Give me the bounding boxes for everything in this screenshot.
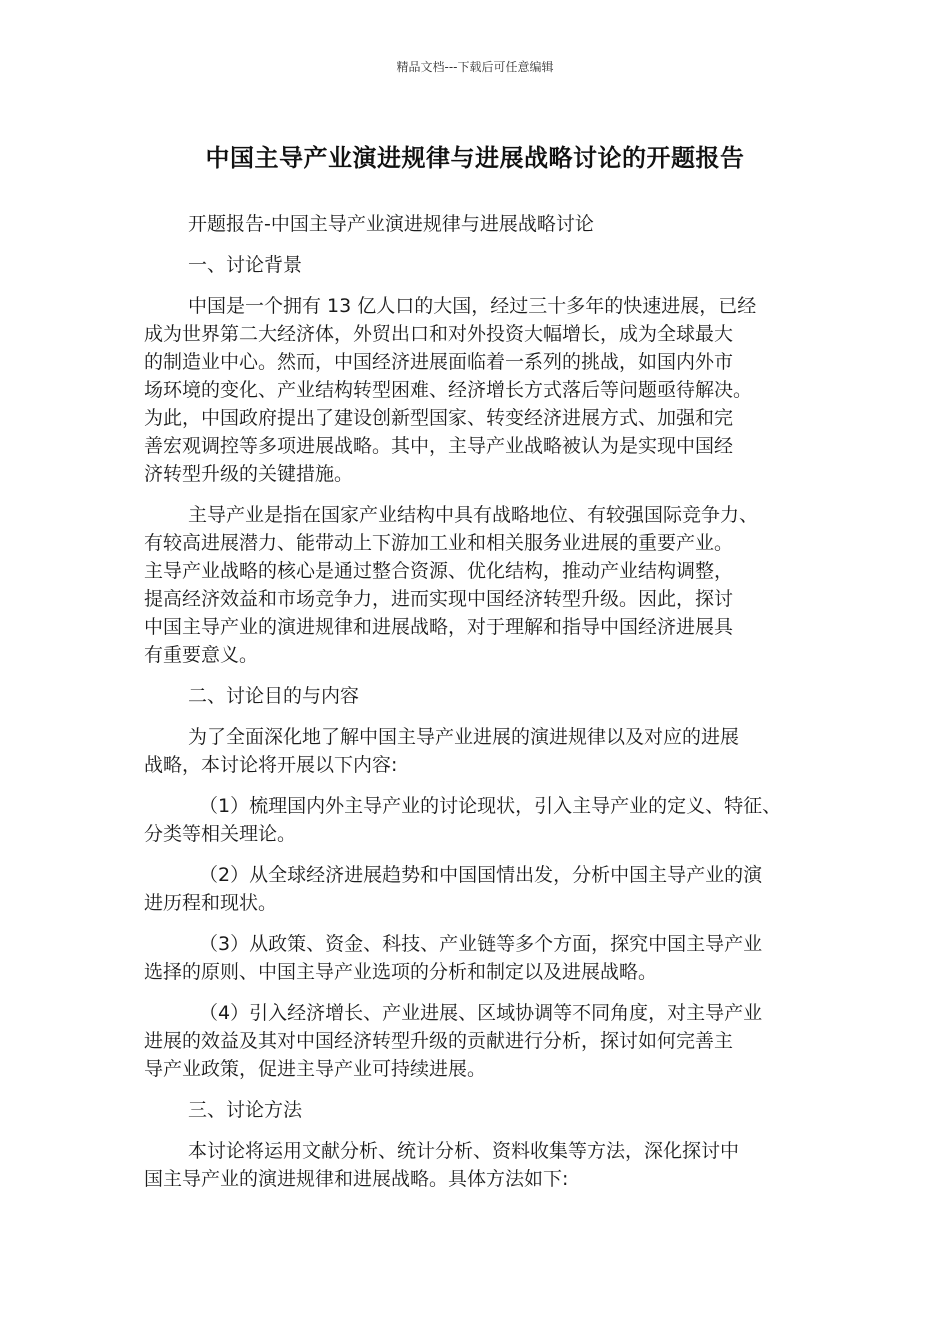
text-line: 有较高进展潜力、能带动上下游加工业和相关服务业进展的重要产业。 [144,532,734,554]
text-line: 成为世界第二大经济体，外贸出口和对外投资大幅增长，成为全球最大 [144,323,734,345]
text-line: 三、讨论方法 [188,1099,303,1121]
list-item-paragraph [144,792,824,848]
text-line: 一、讨论背景 [188,254,303,276]
section-heading [144,1096,824,1124]
section-heading [144,251,824,279]
text-line: 为了全面深化地了解中国主导产业进展的演进规律以及对应的进展 [188,726,740,748]
text-line: 的制造业中心。然而，中国经济进展面临着一系列的挑战，如国内外市 [144,351,734,373]
text-line: 济转型升级的关键措施。 [144,463,354,485]
paragraph [144,723,824,779]
text-line: 中国主导产业的演进规律和进展战略，对于理解和指导中国经济进展具 [144,616,734,638]
text-line: 中国是一个拥有 13 亿人口的大国，经过三十多年的快速进展，已经 [188,295,757,317]
text-line: 国主导产业的演进规律和进展战略。具体方法如下: [144,1168,569,1190]
text-line: 有重要意义。 [144,644,259,666]
text-line: 提高经济效益和市场竞争力，进而实现中国经济转型升级。因此，探讨 [144,588,734,610]
document-title: 中国主导产业演进规律与进展战略讨论的开题报告 [205,144,745,172]
text-line: 导产业政策，促进主导产业可持续进展。 [144,1058,487,1080]
text-line: 为此，中国政府提出了建设创新型国家、转变经济进展方式、加强和完 [144,407,734,429]
list-item-paragraph [144,999,824,1083]
text-line: 选择的原则、中国主导产业选项的分析和制定以及进展战略。 [144,961,658,983]
list-item-paragraph [144,861,824,917]
text-line: 场环境的变化、产业结构转型困难、经济增长方式落后等问题亟待解决。 [144,379,753,401]
text-line: （2）从全球经济进展趋势和中国国情出发，分析中国主导产业的演 [199,864,763,886]
text-line: 主导产业战略的核心是通过整合资源、优化结构，推动产业结构调整， [144,560,734,582]
text-line: 分类等相关理论。 [144,823,297,845]
text-line: （1）梳理国内外主导产业的讨论现状，引入主导产业的定义、特征、 [199,795,782,817]
paragraph [144,501,824,669]
header-note: 精品文档---下载后可任意编辑 [396,60,554,74]
text-line: （4）引入经济增长、产业进展、区域协调等不同角度，对主导产业 [199,1002,763,1024]
list-item-paragraph [144,930,824,986]
paragraph [144,210,824,238]
paragraph [144,1137,824,1193]
text-line: 战略，本讨论将开展以下内容: [144,754,398,776]
text-line: 进历程和现状。 [144,892,278,914]
text-line: 本讨论将运用文献分析、统计分析、资料收集等方法，深化探讨中 [188,1140,740,1162]
text-line: 开题报告-中国主导产业演进规律与进展战略讨论 [188,213,594,235]
text-line: 二、讨论目的与内容 [188,685,360,707]
text-line: （3）从政策、资金、科技、产业链等多个方面，探究中国主导产业 [199,933,763,955]
text-line: 进展的效益及其对中国经济转型升级的贡献进行分析，探讨如何完善主 [144,1030,734,1052]
text-line: 主导产业是指在国家产业结构中具有战略地位、有较强国际竞争力、 [188,504,759,526]
text-line: 善宏观调控等多项进展战略。其中，主导产业战略被认为是实现中国经 [144,435,734,457]
document-body [144,210,824,1206]
section-heading [144,682,824,710]
paragraph [144,292,824,488]
